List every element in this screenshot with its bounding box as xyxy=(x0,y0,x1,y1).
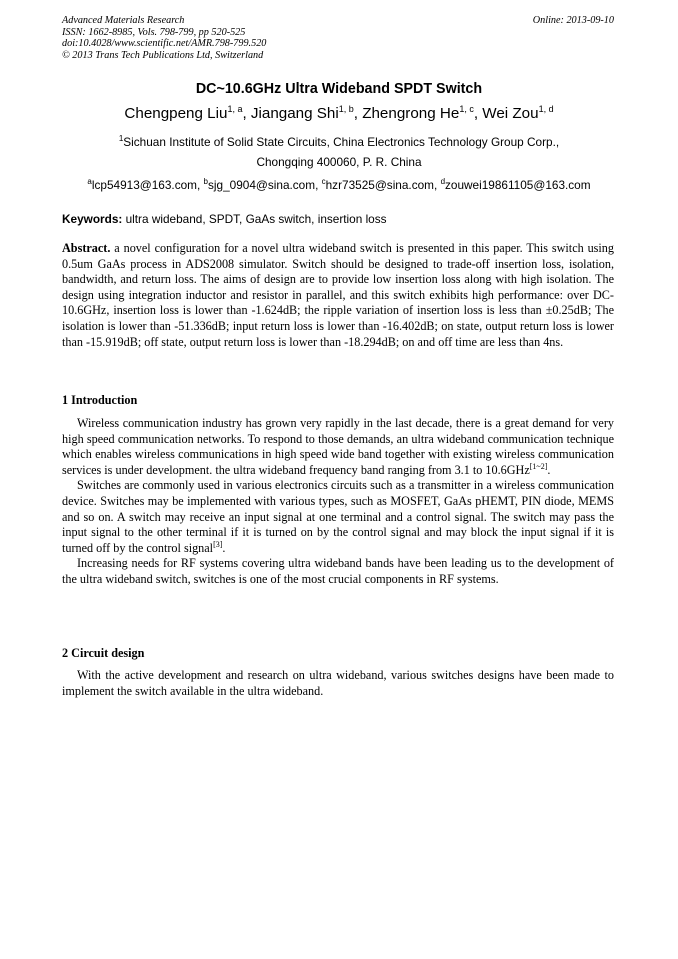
section-heading-circuit-design: 2 Circuit design xyxy=(62,646,145,660)
author-name: Chengpeng Liu xyxy=(124,105,228,122)
citation: [1~2] xyxy=(529,461,548,471)
author-separator: , xyxy=(473,105,483,122)
email-link: zouwei19861105@163.com xyxy=(445,178,591,192)
keywords xyxy=(62,212,387,226)
circuit-design-body xyxy=(62,668,614,699)
author-emails xyxy=(0,178,678,192)
author-affiliation-mark: 1, b xyxy=(338,104,354,114)
author-affiliation-mark: 1, d xyxy=(538,104,554,114)
paragraph: Increasing needs for RF systems covering ultra wideband bands have been leading us to the development of the ultra wideband switch, switches is one of the most crucial components in RF systems. xyxy=(62,556,614,586)
author-name: Wei Zou xyxy=(482,105,539,122)
journal-header xyxy=(62,15,266,61)
journal-doi: doi:10.4028/www.scientific.net/AMR.798-799.520 xyxy=(62,38,267,50)
email-link: hzr73525@sina.com, xyxy=(325,178,441,192)
affiliation-text: Sichuan Institute of Solid State Circuits, China Electronics Technology Group Corp., xyxy=(123,135,560,149)
journal-issn: ISSN: 1662-8985, Vols. 798-799, pp 520-525 xyxy=(62,26,246,38)
affiliation-mark: 1 xyxy=(118,134,124,143)
email-mark: b xyxy=(203,177,208,186)
abstract xyxy=(62,241,614,350)
keywords-label: Keywords: xyxy=(62,212,123,226)
author-separator: , xyxy=(242,105,251,122)
journal-name: Advanced Materials Research xyxy=(62,15,185,26)
email-mark: c xyxy=(321,177,326,186)
paragraph-text: Wireless communication industry has grown very rapidly in the last decade, there is a great demand for very high speed communication networks. To respond to those demands, an ultra wideband communication technique which enables wireless communications in high speed wide band together with existing wireless communication services is under development. the ultra wideband frequency band ranging from 3.1 to 10.6GHz xyxy=(62,416,614,477)
author-separator: , xyxy=(353,105,363,122)
online-date: Online: 2013-09-10 xyxy=(532,15,614,26)
introduction-body xyxy=(62,416,614,588)
journal-copyright: © 2013 Trans Tech Publications Ltd, Switzerland xyxy=(62,49,264,61)
email-link: lcp54913@163.com, xyxy=(91,178,204,192)
paper-title: DC~10.6GHz Ultra Wideband SPDT Switch xyxy=(195,81,483,97)
paragraph xyxy=(62,478,614,556)
paragraph: With the active development and research on ultra wideband, various switches designs have been made to implement the switch available in the ultra wideband. xyxy=(62,668,614,698)
author-list xyxy=(0,105,678,122)
email-mark: a xyxy=(87,177,92,186)
author-name: Jiangang Shi xyxy=(250,105,339,122)
author-affiliation-mark: 1, c xyxy=(459,104,474,114)
affiliation-line-1 xyxy=(0,135,678,149)
abstract-label: Abstract. xyxy=(62,241,111,255)
abstract-text: a novel configuration for a novel ultra wideband switch is presented in this paper. This switch using 0.5um GaAs process in ADS2008 simulator. Switch should be designed to trade-off insertion loss, isolation, bandwidth, and return loss. The aims of design are to provide low insertion loss along with high isolation. The design using integration inductor and resistor in parallel, and this switch exhibits high performance: over DC-10.6GHz, insertion loss is lower than -1.624dB; the ripple variation of insertion loss is less than ±0.25dB; The isolation is lower than -51.336dB; input return loss is lower than -16.402dB; on state, output return loss is lower than -15.919dB; off state, output return loss is lower than -18.294dB; on and off time are less than 4ns. xyxy=(62,241,614,349)
paragraph xyxy=(62,416,614,478)
paragraph-end: . xyxy=(547,462,551,477)
paragraph-end: . xyxy=(222,540,226,555)
citation: [3] xyxy=(213,539,223,549)
online-date-header xyxy=(533,15,614,27)
section-heading-introduction: 1 Introduction xyxy=(62,393,138,407)
email-mark: d xyxy=(440,177,446,186)
paragraph-text: Switches are commonly used in various electronics circuits such as a transmitter in a wireless communication device. Switches may be implemented with various types, such as MOSFET, GaAs pHEMT, PIN diode, MEMS and so on. A switch may receive an input signal at one terminal and a control signal. The switch may pass the input signal to the other terminal if it is turned on by the control signal and may block the input signal if it is turned off by the control signal xyxy=(62,478,614,555)
author-affiliation-mark: 1, a xyxy=(227,104,243,114)
author-name: Zhengrong He xyxy=(362,105,460,122)
keywords-text: ultra wideband, SPDT, GaAs switch, insertion loss xyxy=(122,212,387,226)
email-link: sjg_0904@sina.com, xyxy=(208,178,322,192)
affiliation-line-2: Chongqing 400060, P. R. China xyxy=(256,155,422,169)
